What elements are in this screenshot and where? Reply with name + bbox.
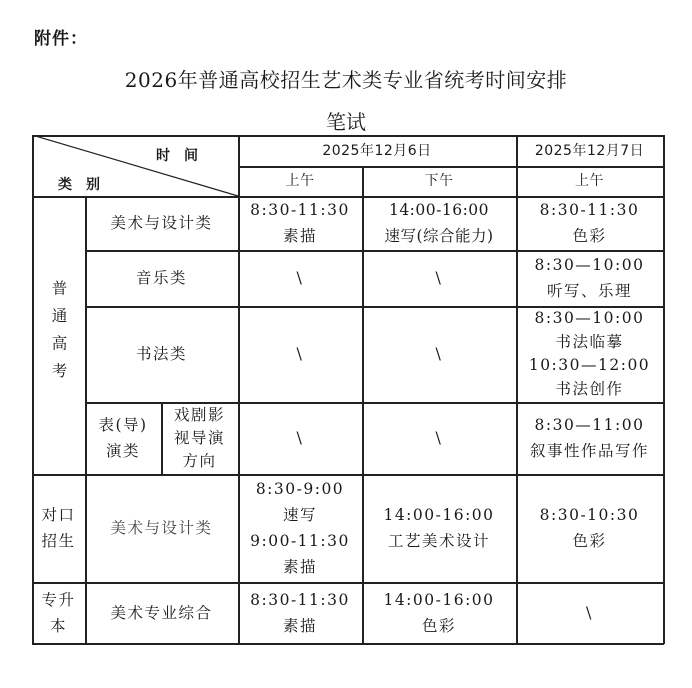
schedule-cell bbox=[238, 196, 362, 250]
schedule-cell bbox=[516, 402, 663, 474]
header-date-dec6: 2025年12月6日 bbox=[322, 142, 432, 159]
group-label-line: 专升 bbox=[41, 590, 76, 609]
category-duikou-art-design: 美术与设计类 bbox=[110, 519, 213, 537]
schedule-cell-empty: \ bbox=[296, 428, 304, 447]
schedule-cell bbox=[238, 474, 362, 582]
schedule-cell bbox=[362, 196, 516, 250]
schedule-cell-empty: \ bbox=[586, 602, 593, 622]
category-calligraphy: 书法类 bbox=[135, 345, 187, 363]
exam-subject: 叙事性作品写作 bbox=[529, 442, 649, 460]
schedule-cell bbox=[516, 196, 663, 250]
exam-subject: 素描 bbox=[282, 616, 317, 635]
category-art-comprehensive: 美术专业综合 bbox=[110, 603, 213, 622]
category-music: 音乐类 bbox=[135, 269, 187, 287]
exam-time: 10:30—12:00 bbox=[528, 356, 651, 374]
header-date-dec7: 2025年12月7日 bbox=[534, 142, 645, 159]
group-label-putong bbox=[32, 196, 85, 474]
group-label-zhuanshengben bbox=[32, 582, 85, 643]
header-session-dec7-am: 上午 bbox=[575, 173, 604, 189]
group-label-line: 本 bbox=[49, 616, 67, 635]
header-session-dec6-pm: 下午 bbox=[424, 173, 454, 189]
group-label-putong-text: 普通高考 bbox=[49, 280, 68, 390]
subcategory-drama-film bbox=[161, 402, 238, 474]
exam-subject: 色彩 bbox=[421, 616, 456, 635]
group-label-duikou bbox=[32, 474, 85, 582]
header-time-label: 时间 bbox=[156, 148, 212, 164]
exam-time: 9:00-11:30 bbox=[250, 532, 350, 550]
schedule-cell bbox=[516, 474, 663, 582]
table-border-bottom bbox=[32, 643, 664, 645]
schedule-cell-empty: \ bbox=[296, 268, 304, 287]
exam-subject: 速写 bbox=[282, 506, 317, 524]
exam-time: 14:00-16:00 bbox=[388, 201, 490, 219]
exam-time: 8:30-11:30 bbox=[250, 590, 350, 609]
schedule-cell bbox=[238, 582, 362, 643]
category-art-design: 美术与设计类 bbox=[110, 214, 213, 232]
exam-subject: 书法临摹 bbox=[555, 332, 624, 351]
exam-subject: 速写(综合能力) bbox=[384, 227, 494, 245]
group-label-line: 对口 bbox=[41, 506, 76, 524]
category-line: 演类 bbox=[105, 442, 140, 460]
exam-time: 8:30—10:00 bbox=[534, 256, 645, 274]
exam-subject: 色彩 bbox=[572, 227, 607, 245]
schedule-cell-empty: \ bbox=[435, 344, 443, 363]
exam-time: 14:00-16:00 bbox=[383, 590, 495, 609]
schedule-cell-empty: \ bbox=[296, 344, 304, 363]
schedule-cell bbox=[516, 250, 663, 306]
group-label-line: 招生 bbox=[41, 532, 76, 550]
exam-time: 8:30-11:30 bbox=[250, 201, 350, 219]
exam-time: 8:30—10:00 bbox=[534, 309, 645, 327]
category-performance bbox=[85, 402, 161, 474]
subcategory-line: 视导演 bbox=[173, 428, 225, 447]
exam-subject: 色彩 bbox=[572, 532, 607, 550]
exam-subject: 工艺美术设计 bbox=[387, 532, 490, 550]
subcategory-line: 方向 bbox=[182, 451, 217, 470]
attachment-label: 附件： bbox=[34, 29, 88, 49]
subcategory-line: 戏剧影 bbox=[173, 405, 225, 424]
header-session-dec6-am: 上午 bbox=[285, 173, 315, 189]
exam-time: 8:30—11:00 bbox=[534, 416, 645, 434]
exam-subject: 书法创作 bbox=[555, 379, 624, 398]
section-subtitle: 笔试 bbox=[326, 110, 366, 134]
schedule-cell-empty: \ bbox=[435, 268, 443, 287]
exam-time: 14:00-16:00 bbox=[383, 506, 495, 524]
schedule-cell bbox=[362, 582, 516, 643]
document-title: 2026年普通高校招生艺术类专业省统考时间安排 bbox=[124, 68, 568, 92]
schedule-cell bbox=[516, 306, 663, 402]
exam-subject: 素描 bbox=[282, 227, 317, 245]
exam-time: 8:30-11:30 bbox=[539, 201, 640, 219]
header-category-label: 类别 bbox=[58, 177, 114, 193]
exam-time: 8:30-10:30 bbox=[539, 506, 640, 524]
exam-subject: 素描 bbox=[282, 558, 317, 576]
table-border-right bbox=[663, 135, 665, 644]
exam-subject: 听写、乐理 bbox=[546, 282, 632, 300]
category-line: 表(导) bbox=[98, 416, 148, 434]
schedule-cell bbox=[362, 474, 516, 582]
exam-time: 8:30-9:00 bbox=[255, 480, 345, 498]
schedule-cell-empty: \ bbox=[435, 428, 443, 447]
